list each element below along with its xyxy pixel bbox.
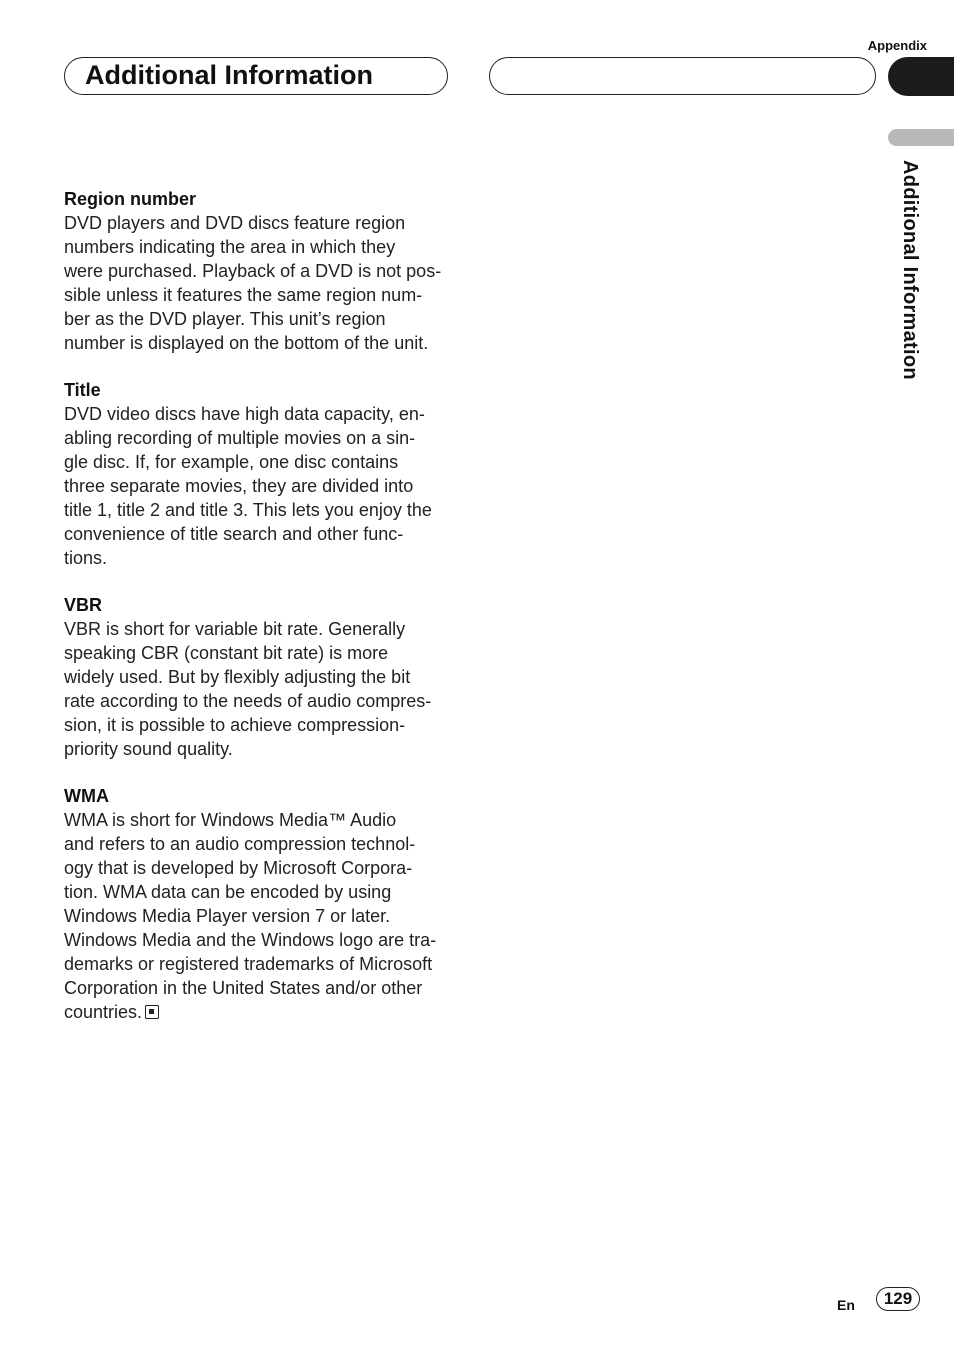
body-line: DVD video discs have high data capacity, en- <box>64 404 425 424</box>
section-body <box>64 617 456 761</box>
header-empty-box <box>489 57 876 95</box>
body-line: abling recording of multiple movies on a sin- <box>64 428 416 448</box>
section-title: WMA <box>64 786 109 806</box>
language-label: En <box>837 1297 855 1313</box>
body-line: tion. WMA data can be encoded by using <box>64 882 392 902</box>
section-title-term <box>64 378 456 570</box>
body-line: number is displayed on the bottom of the unit. <box>64 333 429 353</box>
body-line: tions. <box>64 548 108 568</box>
body-line: convenience of title search and other func- <box>64 524 404 544</box>
body-line: speaking CBR (constant bit rate) is more <box>64 643 389 663</box>
body-line: demarks or registered trademarks of Microsoft <box>64 954 433 974</box>
section-tab-black <box>888 57 954 96</box>
body-line: Windows Media Player version 7 or later. <box>64 906 391 926</box>
body-line: rate according to the needs of audio compres- <box>64 691 432 711</box>
section-tab-gray <box>888 129 954 146</box>
section-body <box>64 808 456 1024</box>
body-line-text: countries. <box>64 1002 143 1022</box>
body-line: VBR is short for variable bit rate. Generally <box>64 619 406 639</box>
header-title-box <box>64 57 448 95</box>
body-line: gle disc. If, for example, one disc contains <box>64 452 399 472</box>
section-body <box>64 211 456 355</box>
body-line: and refers to an audio compression technol- <box>64 834 416 854</box>
end-of-section-icon <box>145 1005 159 1019</box>
body-line: ber as the DVD player. This unit’s region <box>64 309 386 329</box>
section-vbr <box>64 593 456 761</box>
section-title: Region number <box>64 189 197 209</box>
body-line: sion, it is possible to achieve compression- <box>64 715 406 735</box>
body-line: three separate movies, they are divided into <box>64 476 414 496</box>
page-number: 129 <box>876 1287 920 1311</box>
section-region-number <box>64 187 456 355</box>
side-tab-label: Additional Information <box>899 160 921 380</box>
appendix-label: Appendix <box>867 38 927 53</box>
body-line: numbers indicating the area in which they <box>64 237 396 257</box>
section-title: Title <box>64 380 101 400</box>
body-line: widely used. But by flexibly adjusting the bit <box>64 667 411 687</box>
body-line: Corporation in the United States and/or other <box>64 978 423 998</box>
page-title: Additional Information <box>85 60 373 90</box>
body-line: title 1, title 2 and title 3. This lets you enjoy the <box>64 500 432 520</box>
body-line: Windows Media and the Windows logo are tra- <box>64 930 437 950</box>
body-line: sible unless it features the same region num- <box>64 285 423 305</box>
body-line-last <box>64 1000 456 1024</box>
body-line: DVD players and DVD discs feature region <box>64 213 406 233</box>
body-line: were purchased. Playback of a DVD is not pos- <box>64 261 442 281</box>
section-wma <box>64 784 456 1024</box>
body-line: ogy that is developed by Microsoft Corpora- <box>64 858 413 878</box>
body-line: WMA is short for Windows Media™ Audio <box>64 810 397 830</box>
body-line: priority sound quality. <box>64 739 233 759</box>
section-title: VBR <box>64 595 103 615</box>
main-content <box>64 187 456 1047</box>
section-body <box>64 402 456 570</box>
